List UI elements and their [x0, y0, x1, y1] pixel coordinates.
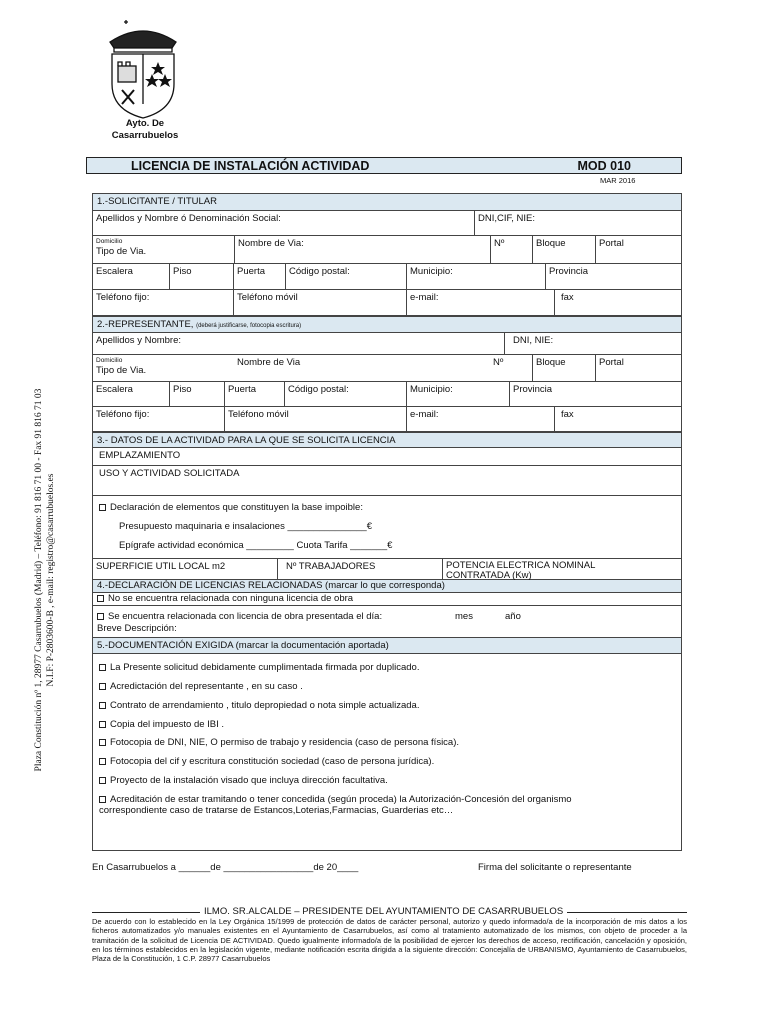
s1-cp-field[interactable]: Código postal:: [285, 264, 406, 289]
checkbox-icon[interactable]: [99, 796, 106, 803]
s1-provincia-field[interactable]: Provincia: [545, 264, 681, 289]
section-1-header: 1.-SOLICITANTE / TITULAR: [93, 194, 681, 211]
s5-doc-item[interactable]: Fotocopia de DNI, NIE, O permiso de trabajo y residencia (caso de persona física).: [99, 737, 459, 748]
s2-portal-field[interactable]: Portal: [595, 355, 681, 381]
s1-portal-field[interactable]: Portal: [595, 236, 681, 263]
s2-location-row: [93, 382, 681, 407]
s3-epigrafe-field[interactable]: Epígrafe actividad económica _________ Cuota Tarifa _______€: [119, 540, 393, 551]
s2-nombre-via-field[interactable]: Nombre de Via: [237, 357, 301, 368]
s3-presupuesto-field[interactable]: Presupuesto maquinaria e insalaciones _______________€: [119, 521, 372, 532]
town-name-line2: Casarrubuelos: [111, 130, 179, 141]
s1-tel-movil-field[interactable]: Teléfono móvil: [233, 290, 406, 315]
s5-doc-item[interactable]: Acreditación de estar tramitando o tener concedida (según proceda) la Autorización-Concesión del organismo: [99, 794, 572, 805]
s2-fax-field[interactable]: fax: [554, 407, 681, 431]
s2-escalera-field[interactable]: Escalera: [96, 384, 133, 395]
s3-declaracion-option[interactable]: Declaración de elementos que constituyen la base impoible:: [99, 502, 363, 513]
s3-superficie-row: [93, 559, 681, 580]
sidebar-nif-line: N.I.F: P-2803600-B , e-mail: registro@casarrubuelos.es: [46, 473, 56, 687]
s1-puerta-field[interactable]: Puerta: [233, 264, 285, 289]
s1-escalera-field[interactable]: Escalera: [96, 266, 133, 277]
s2-dni-field[interactable]: DNI, NIE:: [504, 333, 681, 354]
s2-provincia-field[interactable]: Provincia: [509, 382, 681, 406]
s1-name-row: [93, 211, 681, 236]
s4-option1-row[interactable]: [93, 593, 681, 606]
s1-contact-row: [93, 290, 681, 316]
s1-location-row: [93, 264, 681, 290]
s1-municipio-field[interactable]: Municipio:: [406, 264, 545, 289]
s5-doc-item[interactable]: Copia del impuesto de IBI .: [99, 719, 224, 730]
s4-option1[interactable]: No se encuentra relacionada con ninguna licencia de obra: [97, 593, 353, 604]
s3-potencia-field[interactable]: POTENCIA ELECTRICA NOMINAL CONTRATADA (Kw): [442, 559, 602, 579]
section-2-header: 2.-REPRESENTANTE, (deberá justificarse, fotocopia escritura): [93, 316, 681, 333]
s2-municipio-field[interactable]: Municipio:: [406, 382, 509, 406]
checkbox-icon[interactable]: [99, 683, 106, 690]
license-form: [92, 193, 682, 851]
s2-bloque-field[interactable]: Bloque: [532, 355, 595, 381]
s5-documents-list: [93, 654, 681, 850]
s5-doc-item[interactable]: Contrato de arrendamiento , titulo depropiedad o nota simple actualizada.: [99, 700, 419, 711]
form-title: LICENCIA DE INSTALACIÓN ACTIVIDAD: [131, 158, 370, 173]
section-4-header: 4.-DECLARACIÓN DE LICENCIAS RELACIONADAS (marcar lo que corresponda): [93, 580, 681, 593]
checkbox-icon[interactable]: [99, 758, 106, 765]
s3-emplazamiento-label: EMPLAZAMIENTO: [99, 450, 181, 461]
s1-name-field[interactable]: Apellidos y Nombre ó Denominación Social:: [96, 213, 281, 224]
s2-tel-fijo-field[interactable]: Teléfono fijo:: [96, 409, 150, 420]
checkbox-icon[interactable]: [99, 664, 106, 671]
s5-doc-item[interactable]: La Presente solicitud debidamente cumplimentada firmada por duplicado.: [99, 662, 419, 673]
checkbox-icon[interactable]: [99, 702, 106, 709]
s3-uso-label: USO Y ACTIVIDAD SOLICITADA: [99, 468, 240, 479]
checkbox-icon[interactable]: [97, 613, 104, 620]
s1-numero-field[interactable]: Nº: [490, 236, 532, 263]
s2-cp-field[interactable]: Código postal:: [284, 382, 406, 406]
section-2-note: (deberá justificarse, fotocopia escritura): [196, 323, 302, 329]
s3-emplazamiento-row[interactable]: [93, 448, 681, 466]
checkbox-icon[interactable]: [99, 739, 106, 746]
checkbox-icon[interactable]: [99, 504, 106, 511]
s2-name-row: [93, 333, 681, 355]
checkbox-icon[interactable]: [99, 721, 106, 728]
s2-puerta-field[interactable]: Puerta: [224, 382, 284, 406]
form-date: MAR 2016: [600, 176, 636, 185]
checkbox-icon[interactable]: [97, 595, 104, 602]
s3-declaracion-row: [93, 496, 681, 559]
sidebar-address-line: Plaza Constitución nº 1, 28977 Casarrubuelos (Madrid) – Teléfono: 91 816 71 00 - Fax 91 816 71 03: [34, 388, 44, 772]
s1-dni-field[interactable]: DNI,CIF, NIE:: [474, 211, 681, 235]
s3-trabajadores-field[interactable]: Nº TRABAJADORES: [277, 559, 442, 579]
form-model-code: MOD 010: [577, 158, 631, 173]
s1-address-row: [93, 236, 681, 264]
s5-doc-item[interactable]: Acredictación del representante , en su caso .: [99, 681, 303, 692]
place-date-line[interactable]: En Casarrubuelos a ______de _________________de 20____: [92, 862, 359, 873]
s2-email-field[interactable]: e-mail:: [406, 407, 554, 431]
section-3-header: 3.- DATOS DE LA ACTIVIDAD PARA LA QUE SE SOLICITA LICENCIA: [93, 432, 681, 448]
s1-piso-field[interactable]: Piso: [169, 264, 233, 289]
town-crest-logo: [102, 18, 184, 120]
s5-doc-item-continuation: correspondiente caso de tratarse de Estancos,Loterias,Farmacias, Guarderias etc…: [99, 805, 454, 816]
s1-fax-field[interactable]: fax: [554, 290, 681, 315]
s2-contact-row: [93, 407, 681, 432]
s4-option2[interactable]: Se encuentra relacionada con licencia de obra presentada el día:: [97, 611, 382, 622]
legal-notice: De acuerdo con lo establecido en la Ley Orgánica 15/1999 de protección de datos de carácter personal, autorizo y quedo informado/a de la incorporación de mis datos a los ficheros automatizados y/o manuales existentes en el Ayuntamiento de Casarrubuelos, así como al tratamiento automatizado de los mismos, con objeto de proceder a la tramitación de la solicitud de Licencia DE ACTIVIDAD. Quedo igualmente informado/a de la posibilidad de ejercer los derechos de acceso, rectificación, cancelación y oposición, en los términos establecidos en la legislación vigente, mediante notificación escrita dirigida a la siguiente dirección: Concejalía de URBANISMO, Ayuntamiento de Casarrubuelos, Plaza de la Constitución, 1 C.P. 28977 Casarrubuelos: [92, 917, 687, 964]
town-name: [100, 118, 190, 142]
s1-bloque-field[interactable]: Bloque: [532, 236, 595, 263]
form-title-bar: [86, 157, 682, 174]
address-sidebar: [10, 370, 80, 790]
s2-address-row: [93, 355, 681, 382]
section-5-header: 5.-DOCUMENTACIÓN EXIGIDA (marcar la documentación aportada): [93, 638, 681, 654]
s4-anio-field[interactable]: año: [505, 611, 521, 622]
s2-piso-field[interactable]: Piso: [169, 382, 224, 406]
s5-doc-item[interactable]: Fotocopia del cif y escritura constitución sociedad (caso de persona jurídica).: [99, 756, 434, 767]
s5-doc-item[interactable]: Proyecto de la instalación visado que incluya dirección facultativa.: [99, 775, 388, 786]
s2-name-field[interactable]: Apellidos y Nombre:: [96, 335, 182, 346]
town-name-line1: Ayto. De: [125, 118, 165, 129]
s4-option2-row: [93, 606, 681, 638]
s3-uso-row[interactable]: [93, 466, 681, 496]
s3-superficie-field[interactable]: SUPERFICIE UTIL LOCAL m2: [96, 561, 226, 572]
signature-label: Firma del solicitante o representante: [478, 862, 632, 873]
s2-tipo-via-field[interactable]: Domicilio Tipo de Via.: [96, 357, 147, 376]
s1-email-field[interactable]: e-mail:: [406, 290, 554, 315]
s4-breve-descripcion-field[interactable]: Breve Descripción:: [97, 623, 177, 634]
s1-tipo-via-field[interactable]: Domicilio Tipo de Via.: [96, 238, 147, 257]
s1-tel-fijo-field[interactable]: Teléfono fijo:: [96, 292, 150, 303]
s1-nombre-via-field[interactable]: Nombre de Via:: [234, 236, 490, 263]
s2-tel-movil-field[interactable]: Teléfono móvil: [224, 407, 406, 431]
s4-mes-field[interactable]: mes: [455, 611, 473, 622]
checkbox-icon[interactable]: [99, 777, 106, 784]
s2-numero-field[interactable]: Nº: [493, 357, 504, 368]
recipient-line: ILMO. SR.ALCALDE – PRESIDENTE DEL AYUNTAMIENTO DE CASARRUBUELOS: [200, 906, 567, 917]
